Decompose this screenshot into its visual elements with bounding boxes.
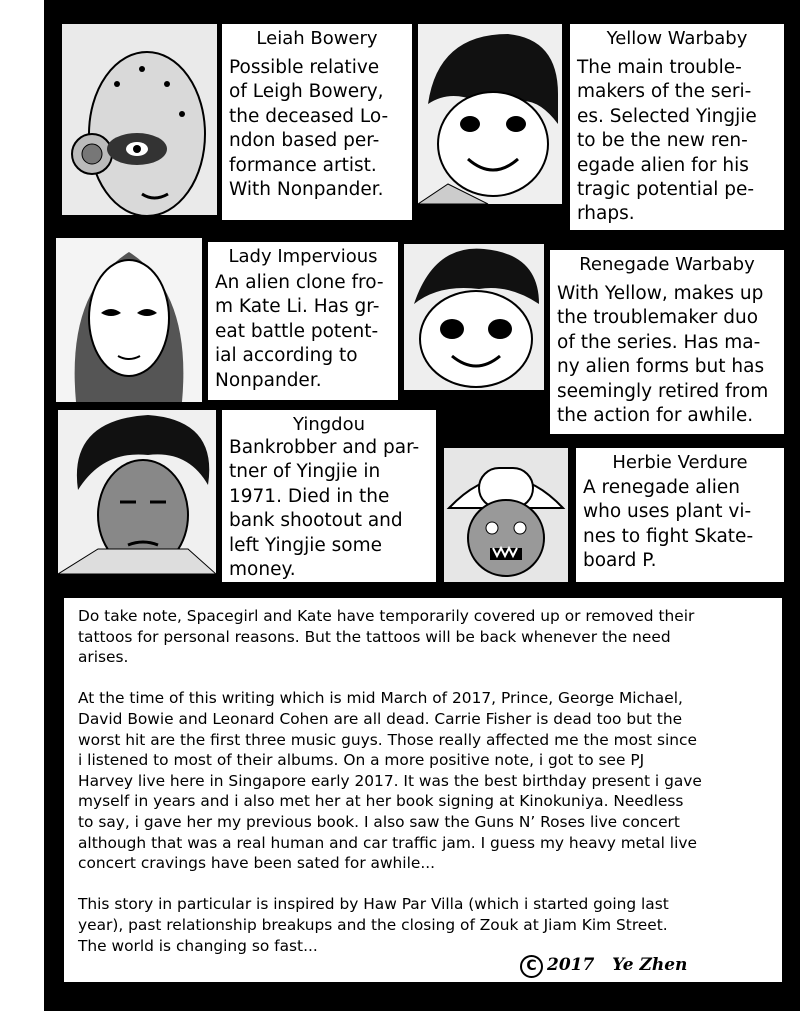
- character-card: [222, 410, 436, 582]
- character-description: A renegade alien who uses plant vi- nes to fight Skate- board P.: [583, 477, 754, 572]
- character-card: [222, 24, 412, 220]
- copyright-signature: [520, 955, 687, 978]
- yellow-warbaby-portrait: [418, 24, 562, 204]
- herbie-verdure-portrait: [444, 448, 568, 582]
- copyright-icon: C: [520, 955, 543, 978]
- character-card: [570, 24, 784, 230]
- lady-impervious-portrait: [56, 238, 202, 402]
- character-name: Yellow Warbaby: [606, 28, 748, 49]
- character-card: [208, 242, 398, 400]
- character-name: Herbie Verdure: [612, 452, 748, 473]
- notes-paragraph: This story in particular is inspired by Haw Par Villa (which i started going last year), past relationship breakups and the closing of Zouk at Jiam Kim Street. The world is changing so fast...: [78, 895, 669, 955]
- character-description: Possible relative of Leigh Bowery, the deceased Lo- ndon based per- formance artist. With Nonpander.: [229, 57, 389, 201]
- character-name: Leiah Bowery: [256, 28, 378, 49]
- notes-paragraph: At the time of this writing which is mid March of 2017, Prince, George Michael, David Bowie and Leonard Cohen are all dead. Carrie Fisher is dead too but the worst hit are the first three music guys. Those really affected me the most since i listened to most of their albums. On a more positive note, i got to see PJ Harvey live here in Singapore early 2017. It was the best birthday present i gave myself in years and i also met her at her book signing at Kinokuniya. Needless to say, i gave her my previous book. I also saw the Guns N’ Roses live concert although that was a real human and car traffic jam. I guess my heavy metal live concert cravings have been sated for awhile...: [78, 689, 702, 873]
- notes-paragraph: Do take note, Spacegirl and Kate have temporarily covered up or removed their tattoos for personal reasons. But the tattoos will be back whenever the need arises.: [78, 607, 695, 667]
- character-description: With Yellow, makes up the troublemaker duo of the series. Has ma- ny alien forms but has seemingly retired from the action for awhile.: [557, 283, 769, 427]
- character-name: Lady Impervious: [228, 246, 378, 267]
- character-name: Yingdou: [292, 414, 366, 435]
- author-notes: [64, 598, 782, 982]
- character-name: Renegade Warbaby: [579, 254, 755, 275]
- character-description: The main trouble- makers of the seri- es. Selected Yingjie to be the new ren- egade alien for his tragic potential pe- rhaps.: [577, 57, 757, 225]
- character-description: An alien clone fro- m Kate Li. Has gr- eat battle potent- ial according to Nonpander.: [215, 272, 384, 391]
- renegade-warbaby-portrait: [404, 244, 544, 390]
- signature-text: 2017 Ye Zhen: [547, 955, 688, 975]
- character-card: [576, 448, 784, 582]
- character-description: Bankrobber and par- tner of Yingjie in 1971. Died in the bank shootout and left Yingjie some money.: [229, 437, 420, 581]
- leiah-bowery-portrait: [62, 24, 217, 215]
- yingdou-portrait: [58, 410, 216, 574]
- character-card: [550, 250, 784, 434]
